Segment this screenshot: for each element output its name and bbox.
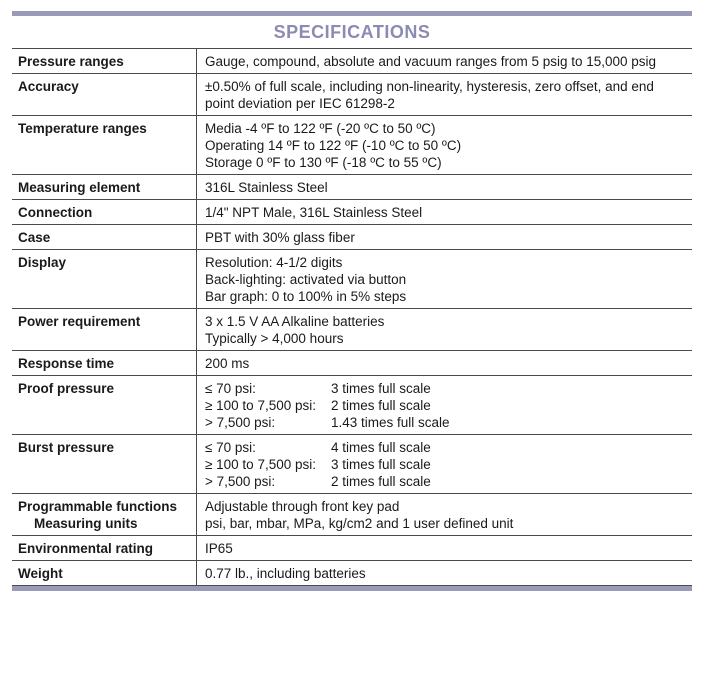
spec-label-cell bbox=[12, 494, 197, 536]
pair-result: 2 times full scale bbox=[331, 398, 431, 413]
spec-value-pair bbox=[205, 380, 686, 397]
pair-result: 2 times full scale bbox=[331, 474, 431, 489]
spec-value-pair bbox=[205, 473, 686, 490]
spec-value-pair bbox=[205, 414, 686, 431]
spec-value-cell bbox=[197, 116, 693, 175]
spec-value-line: Operating 14 ºF to 122 ºF (-10 ºC to 50 ºC) bbox=[205, 138, 462, 153]
pair-condition: ≤ 70 psi: bbox=[205, 440, 256, 455]
spec-label: Connection bbox=[18, 205, 93, 220]
pair-condition: ≥ 100 to 7,500 psi: bbox=[205, 457, 316, 472]
spec-label-cell bbox=[12, 116, 197, 175]
spec-label-cell bbox=[12, 561, 197, 586]
spec-value-cell bbox=[197, 536, 693, 561]
spec-value-line: psi, bar, mbar, MPa, kg/cm2 and 1 user defined unit bbox=[205, 516, 514, 531]
spec-label-cell bbox=[12, 309, 197, 351]
spec-value-cell bbox=[197, 435, 693, 494]
spec-label: Display bbox=[18, 255, 67, 270]
spec-value-line: 1/4" NPT Male, 316L Stainless Steel bbox=[205, 205, 423, 220]
pair-result: 1.43 times full scale bbox=[331, 415, 450, 430]
spec-row bbox=[12, 351, 692, 376]
spec-label-cell bbox=[12, 435, 197, 494]
spec-value-line: Typically > 4,000 hours bbox=[205, 331, 344, 346]
spec-row bbox=[12, 376, 692, 435]
spec-row bbox=[12, 74, 692, 116]
spec-label: Temperature ranges bbox=[18, 121, 147, 136]
spec-value-line: Resolution: 4-1/2 digits bbox=[205, 255, 343, 270]
spec-value-cell bbox=[197, 494, 693, 536]
spec-label: Accuracy bbox=[18, 79, 79, 94]
spec-value-line: point deviation per IEC 61298-2 bbox=[205, 96, 395, 111]
spec-value-pair bbox=[205, 397, 686, 414]
pair-condition: > 7,500 psi: bbox=[205, 474, 276, 489]
spec-label-cell bbox=[12, 175, 197, 200]
spec-row bbox=[12, 435, 692, 494]
spec-sheet bbox=[12, 11, 692, 591]
spec-label-cell bbox=[12, 49, 197, 74]
spec-row bbox=[12, 494, 692, 536]
spec-value-line: IP65 bbox=[205, 541, 233, 556]
spec-label-cell bbox=[12, 74, 197, 116]
spec-value-cell bbox=[197, 351, 693, 376]
spec-value-cell bbox=[197, 376, 693, 435]
spec-label-cell bbox=[12, 250, 197, 309]
pair-result: 3 times full scale bbox=[331, 457, 431, 472]
spec-row bbox=[12, 49, 692, 74]
spec-value-line: Storage 0 ºF to 130 ºF (-18 ºC to 55 ºC) bbox=[205, 155, 442, 170]
pair-condition: > 7,500 psi: bbox=[205, 415, 276, 430]
spec-row bbox=[12, 250, 692, 309]
spec-row bbox=[12, 175, 692, 200]
spec-value-line: 0.77 lb., including batteries bbox=[205, 566, 366, 581]
spec-value-cell bbox=[197, 225, 693, 250]
spec-table bbox=[12, 48, 692, 586]
spec-value-cell bbox=[197, 175, 693, 200]
spec-value-line: 200 ms bbox=[205, 356, 250, 371]
spec-label-cell bbox=[12, 200, 197, 225]
pair-condition: ≥ 100 to 7,500 psi: bbox=[205, 398, 316, 413]
spec-label: Response time bbox=[18, 356, 115, 371]
spec-label: Burst pressure bbox=[18, 440, 115, 455]
spec-row bbox=[12, 225, 692, 250]
spec-value-cell bbox=[197, 200, 693, 225]
pair-condition: ≤ 70 psi: bbox=[205, 381, 256, 396]
spec-label: Environmental rating bbox=[18, 541, 154, 556]
pair-result: 3 times full scale bbox=[331, 381, 431, 396]
spec-label: Power requirement bbox=[18, 314, 141, 329]
spec-value-line: Back-lighting: activated via button bbox=[205, 272, 407, 287]
spec-value-pair bbox=[205, 439, 686, 456]
spec-value-cell bbox=[197, 561, 693, 586]
spec-value-cell bbox=[197, 74, 693, 116]
spec-row bbox=[12, 309, 692, 351]
spec-label-cell bbox=[12, 225, 197, 250]
spec-row bbox=[12, 561, 692, 586]
spec-label: Case bbox=[18, 230, 51, 245]
spec-label: Weight bbox=[18, 566, 63, 581]
spec-value-line: Gauge, compound, absolute and vacuum ranges from 5 psig to 15,000 psig bbox=[205, 54, 657, 69]
spec-label: Pressure ranges bbox=[18, 54, 124, 69]
spec-value-line: PBT with 30% glass fiber bbox=[205, 230, 355, 245]
bottom-rule bbox=[12, 586, 692, 591]
spec-sublabel: Measuring units bbox=[34, 516, 138, 531]
spec-value-line: ±0.50% of full scale, including non-linearity, hysteresis, zero offset, and end bbox=[205, 79, 654, 94]
spec-value-pair bbox=[205, 456, 686, 473]
spec-value-cell bbox=[197, 49, 693, 74]
spec-label: Measuring element bbox=[18, 180, 141, 195]
spec-label-cell bbox=[12, 351, 197, 376]
spec-row bbox=[12, 536, 692, 561]
spec-row bbox=[12, 116, 692, 175]
spec-value-cell bbox=[197, 250, 693, 309]
spec-value-line: Adjustable through front key pad bbox=[205, 499, 400, 514]
spec-label-cell bbox=[12, 376, 197, 435]
spec-value-line: 316L Stainless Steel bbox=[205, 180, 328, 195]
spec-label-cell bbox=[12, 536, 197, 561]
spec-label: Programmable functions bbox=[18, 499, 178, 514]
spec-value-line: Bar graph: 0 to 100% in 5% steps bbox=[205, 289, 407, 304]
page-title: SPECIFICATIONS bbox=[273, 22, 431, 42]
spec-value-cell bbox=[197, 309, 693, 351]
pair-result: 4 times full scale bbox=[331, 440, 431, 455]
spec-value-line: 3 x 1.5 V AA Alkaline batteries bbox=[205, 314, 385, 329]
spec-value-line: Media -4 ºF to 122 ºF (-20 ºC to 50 ºC) bbox=[205, 121, 436, 136]
spec-row bbox=[12, 200, 692, 225]
spec-label: Proof pressure bbox=[18, 381, 115, 396]
